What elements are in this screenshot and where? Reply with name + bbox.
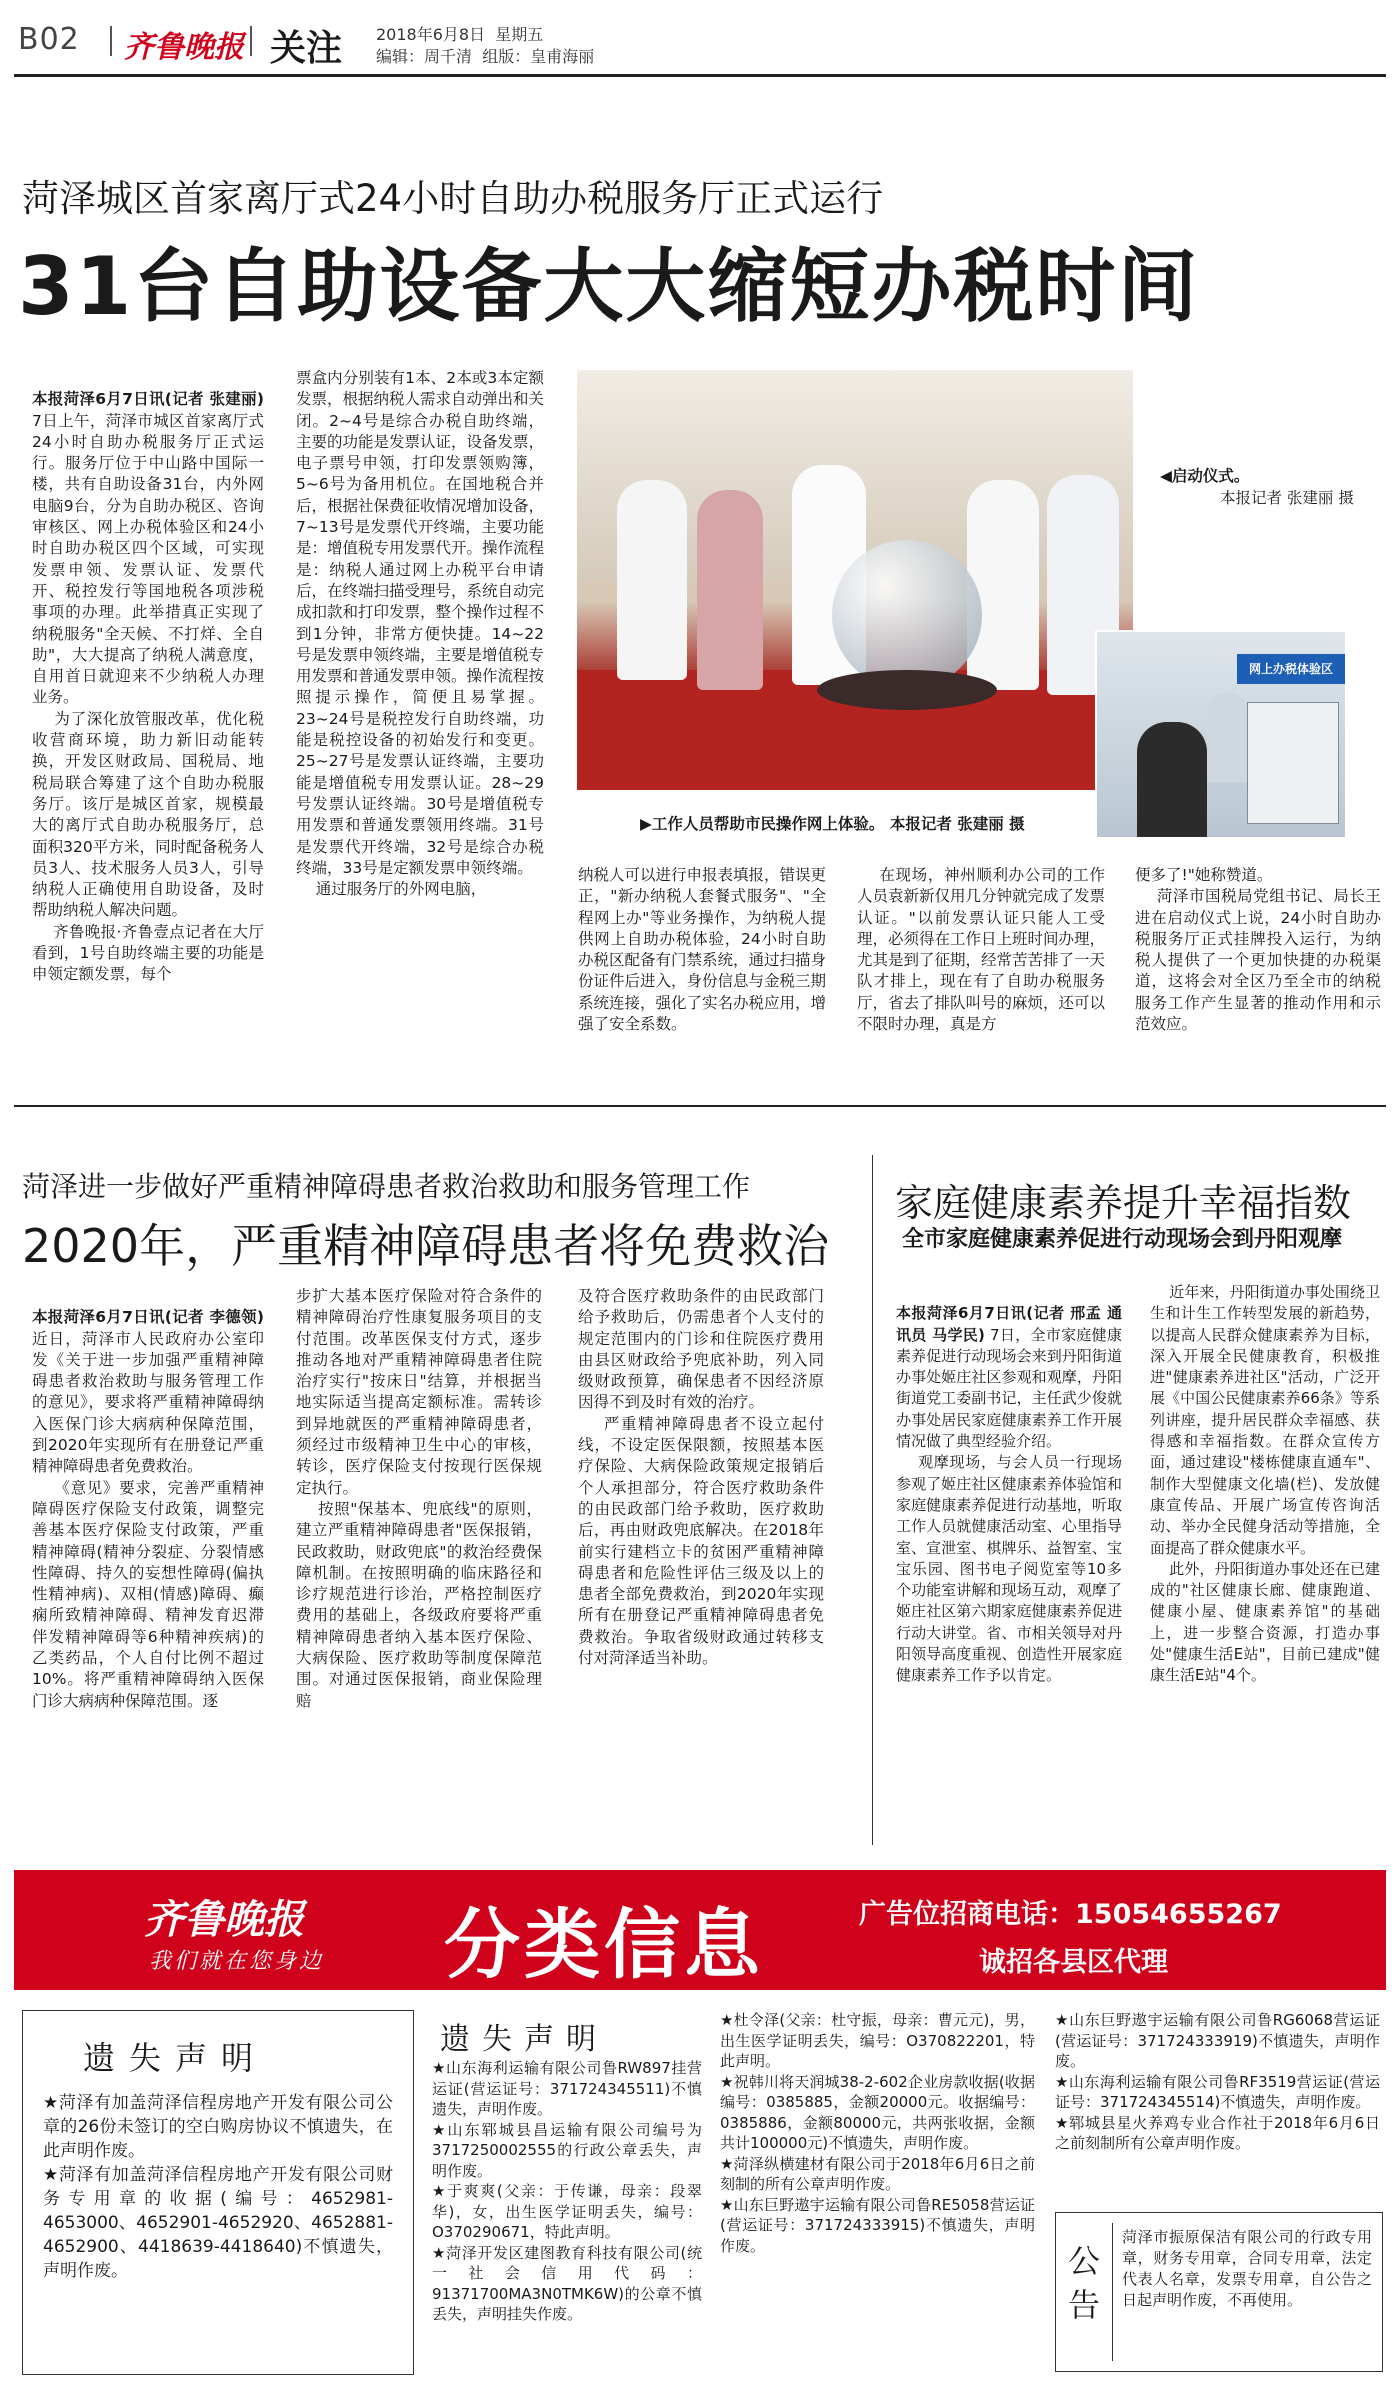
ceremony-caption	[1160, 465, 1380, 509]
article2-col1-text: 近日，菏泽市人民政府办公室印发《关于进一步加强严重精神障碍患者救治救助与服务管理工作的意见》，要求将严重精神障碍纳入医保门诊大病病种保障范围，到2020年实现所有在册登记严重精神障碍患者免费救治。 《意见》要求，完善严重精神障碍医疗保险支付政策，调整完善基本医疗保险支付政策，严重精神障碍(精神分裂症、分裂情感性障碍、持久的妄想性障碍(偏执性精神病)、双相(情感)障碍、癫痫所致精神障碍、精神发育迟滞伴发精神障碍等6种精神疾病)的乙类药品，个人自付比例不超过10%。将严重精神障碍纳入医保门诊大病病种保障范围。逐	[32, 1329, 264, 1710]
article3-subhead: 全市家庭健康素养促进行动现场会到丹阳观摩	[902, 1227, 1343, 1252]
caption-title: 启动仪式。	[1171, 467, 1250, 485]
classified-box-1	[22, 2010, 414, 2375]
masthead-date	[376, 22, 543, 45]
classified-box-3: ★杜令泽(父亲：杜守振，母亲：曹元元)，男，出生医学证明丢失，编号：O370822201，特此声明。 ★祝韩川将天润城38-2-602企业房款收据(收据编号：0385885，金额20000元。收据编号：0385886，金额80000元，共两张收据，金额共计100000元)不慎遗失，声明作废。 ★菏泽纵横建材有限公司于2018年6月6日之前刻制的所有公章声明作废。 ★山东巨野遨宇运输有限公司鲁RE5058营运证(营运证号：371724333915)不慎遗失，声明作废。	[720, 2011, 1035, 2255]
article3-col1-text: 7日，全市家庭健康素养促进行动现场会来到丹阳街道办事处姬庄社区参观和观摩，丹阳街道党工委副书记，主任武少俊就办事处居民家庭健康素养工作开展情况做了典型经验介绍。 观摩现场，与会人员一行现场参观了姬庄社区健康素养体验馆和家庭健康素养促进行动基地，听取工作人员就健康活动室、心里指导室、宣泄室、棋牌乐、益智室、宝宝乐园、图书电子阅览室等10多个功能室讲解和现场互动，观摩了姬庄社区第六期家庭健康素养促进行动大讲堂。省、市相关领导对丹阳领导高度重视、创造性开展家庭健康素养工作予以肯定。	[896, 1325, 1122, 1685]
banner-logo: 齐鲁晚报	[144, 1896, 304, 1943]
article1-col4-text: 在现场，神州顺利办公司的工作人员袁新新仅用几分钟就完成了发票认证。"以前发票认证只能人工受理，必须得在工作日上班时间办理，尤其是到了征期，经常苦苦排了一天队才排上，现在有了自助办税服务厅，省去了排队叫号的麻烦，还可以不限时办理，真是方	[857, 866, 1106, 1034]
designer-label: 组版：	[482, 47, 531, 66]
masthead-divider	[110, 26, 112, 56]
photo-person	[617, 480, 687, 680]
box1-title: 遗失声明	[83, 2039, 268, 2077]
caption-marker: ▶	[640, 815, 652, 833]
section-divider	[14, 1105, 1386, 1107]
masthead	[0, 0, 1395, 70]
article2-dateline: 本报菏泽6月7日讯(记者 李德领)	[32, 1308, 264, 1327]
article2-column-1	[32, 1286, 264, 1846]
article1-col5-text: 便多了!"她称赞道。 菏泽市国税局党组书记、局长王进在启动仪式上说，24小时自助办税服务厅正式挂牌投入运行，为纳税人提供了一个更加快捷的办税渠道，这将会对全区乃至全市的纳税服务工作产生显著的推动作用和示范效应。	[1135, 866, 1381, 1034]
weekday-text: 星期五	[495, 25, 544, 44]
article2-column-2	[296, 1286, 542, 1846]
article2-kicker: 菏泽进一步做好严重精神障碍患者救治救助和服务管理工作	[22, 1170, 751, 1203]
article2-column-3	[578, 1286, 824, 1846]
article3-col2-text: 近年来，丹阳街道办事处围绕卫生和计生工作转型发展的新趋势，以提高人民群众健康素养为目标，深入开展全民健康教育，积极推进"健康素养进社区"活动，广泛开展《中国公民健康素养66条》等系列讲座，提升居民群众幸福感、获得感和幸福指数。在群众宣传方面，通过建设"楼栋健康直通车"、制作大型健康文化墙(栏)、发放健康宣传品、开展广场宣传咨询活动、举办全民健身活动等措施，全面提高了群众健康水平。 此外，丹阳街道办事处还在已建成的"社区健康长廊、健康跑道、健康小屋、健康素养馆"的基础上，进一步整合资源，打造办事处"健康生活E站"，目前已建成"健康生活E站"4个。	[1150, 1283, 1380, 1685]
article3-dateline: 本报菏泽6月7日讯(记者 邢孟 通讯员 马学民)	[896, 1304, 1122, 1344]
caption-marker: ◀	[1160, 467, 1172, 485]
article1-column-3	[578, 865, 826, 1075]
article3-headline: 家庭健康素养提升幸福指数	[895, 1181, 1352, 1225]
article1-col1-text: 7日上午，菏泽市城区首家离厅式24小时自助办税服务厅正式运行。服务厅位于中山路中国际一楼，共有自助设备31台，内外网电脑9台，分为自助办税区、咨询审核区、网上办税体验区和24小时自助办税区四个区域，可实现发票申领、发票认证、发票代开、税控发行等国地税各项涉税事项的办理。此举措真正实现了纳税服务"全天候、不打烊、全自助"，大大提高了纳税人满意度，自用首日就迎来不少纳税人办理业务。 为了深化放管服改革，优化税收营商环境，助力新旧动能转换，开发区财政局、国税局、地税局联合筹建了这个自助办税服务厅。该厅是城区首家，规模最大的离厅式自助办税服务厅，总面积320平方米，同时配备税务人员3人、技术服务人员3人，引导纳税人正确使用自助设备，及时帮助纳税人解决问题。 齐鲁晚报·齐鲁壹点记者在大厅看到，1号自助终端主要的功能是申领定额发票，每个	[32, 411, 264, 984]
hall-person	[1137, 722, 1207, 837]
masthead-staff	[376, 44, 594, 67]
article1-column-1	[32, 368, 264, 1068]
article3-column-1	[896, 1282, 1122, 1852]
photo-crystal-ball	[832, 540, 982, 690]
masthead-divider-2	[250, 26, 252, 56]
photo-person	[697, 490, 763, 690]
hall-terminal	[1247, 702, 1339, 824]
ceremony-photo	[577, 370, 1133, 790]
caption-text: 工作人员帮助市民操作网上体验。 本报记者 张建丽 摄	[651, 815, 1025, 833]
notice-text: 菏泽市振原保洁有限公司的行政专用章，财务专用章，合同专用章，法定代表人名章，发票专用章，自公告之日起声明作废，不再使用。	[1122, 2228, 1372, 2309]
article1-column-2	[296, 368, 544, 1068]
editor-label: 编辑：	[376, 47, 425, 66]
banner-agent: 诚招各县区代理	[979, 1947, 1168, 1978]
classified-box-2	[432, 2010, 702, 2375]
hall-person	[1207, 692, 1247, 782]
notice-label: 公告	[1068, 2242, 1101, 2324]
article1-column-4	[857, 865, 1105, 1075]
masthead-rule	[14, 74, 1386, 77]
service-hall-photo	[1095, 630, 1347, 839]
box2-text: ★山东海利运输有限公司鲁RW897挂营运证(营运证号：371724345511)不慎遗失，声明作废。 ★山东郓城县昌运输有限公司编号为3717250002555的行政公章丢失，声明作废。 ★于爽爽(父亲：于传谦，母亲：段翠华)，女，出生医学证明丢失，编号：O370290671，特此声明。 ★菏泽开发区建图教育科技有限公司(统一社会信用代码：91371700MA3N0TMK6W)的公章不慎丢失，声明挂失作废。	[432, 2059, 702, 2323]
box1-text: ★菏泽有加盖菏泽信程房地产开发有限公司公章的26份未签订的空白购房协议不慎遗失，在此声明作废。 ★菏泽有加盖菏泽信程房地产开发有限公司财务专用章的收据(编号：4652981-4653000、4652901-4652920、4652881-4652900、4418639-4418640)不慎遗失，声明作废。	[43, 2093, 393, 2281]
column-divider	[872, 1155, 873, 1845]
hall-sign: 网上办税体验区	[1237, 654, 1345, 684]
phone-label: 广告位招商电话：	[859, 1899, 1075, 1930]
photo-person	[967, 480, 1039, 690]
hall-photo-caption	[640, 812, 1025, 834]
article1-col3-text: 纳税人可以进行申报表填报，错误更正，"新办纳税人套餐式服务"、"全程网上办"等业务操作，为纳税人提供网上自助办税体验，24小时自助办税区配备有门禁系统，通过扫描身份证件后进入，身份信息与金税三期系统连接，强化了实名办税应用，增强了安全系数。	[578, 866, 827, 1034]
article1-dateline: 本报菏泽6月7日讯(记者 张建丽)	[32, 390, 264, 409]
article1-column-5	[1135, 865, 1381, 1075]
notice-divider	[1112, 2223, 1113, 2361]
banner-phone	[859, 1892, 1282, 1931]
paper-logo: 齐鲁晚报	[124, 30, 244, 65]
designer-name: 皇甫海丽	[530, 47, 595, 66]
classified-box-4: ★山东巨野遨宇运输有限公司鲁RG6068营运证(营运证号：371724333919)不慎遗失，声明作废。 ★山东海利运输有限公司鲁RF3519营运证(营运证号：371724345514)不慎遗失，声明作废。 ★郓城县星火养鸡专业合作社于2018年6月6日之前刻制所有公章声明作废。	[1055, 2011, 1380, 2152]
editor-name: 周千清	[424, 47, 473, 66]
photo-ball-base	[817, 670, 997, 710]
article2-col2-text: 步扩大基本医疗保险对符合条件的精神障碍治疗性康复服务项目的支付范围。改革医保支付方式，逐步推动各地对严重精神障碍患者住院治疗实行"按床日"结算，并根据当地实际适当提高定额标准。需转诊到异地就医的严重精神障碍患者，须经过市级精神卫生中心的审核，转诊，医疗保险支付按现行医保规定执行。 按照"保基本、兜底线"的原则，建立严重精神障碍患者"医保报销，民政救助，财政兜底"的救治经费保障机制。在按照明确的临床路径和诊疗规范进行诊治，严格控制医疗费用的基础上，各级政府要将严重精神障碍患者纳入基本医疗保险、大病保险、医疗救助等制度保障范围。对通过医保报销，商业保险理赔	[296, 1287, 542, 1710]
classified-banner	[14, 1870, 1386, 1990]
caption-credit: 本报记者 张建丽 摄	[1220, 489, 1354, 507]
banner-title: 分类信息	[444, 1900, 764, 1989]
banner-slogan: 我们就在您身边	[149, 1949, 325, 1974]
page-number: B02	[18, 22, 80, 57]
article3-column-2	[1150, 1282, 1380, 1852]
article2-col3-text: 及符合医疗救助条件的由民政部门给予救助后，仍需患者个人支付的规定范围内的门诊和住院医疗费用由县区财政给予兜底补助，列入同级财政预算，确保患者不因经济原因得不到及时有效的治疗。 严重精神障碍患者不设立起付线，不设定医保限额，按照基本医疗保险、大病保险政策规定报销后个人承担部分，符合医疗救助条件的由民政部门给予救助，医疗救助后，再由财政兜底解决。在2018年前实行建档立卡的贫困严重精神障碍患者和危险性评估三级及以上的患者全部免费救治，到2020年实现所有在册登记严重精神障碍患者免费救治。争取省级财政通过转移支付对菏泽适当补助。	[578, 1287, 824, 1668]
article1-kicker: 菏泽城区首家离厅式24小时自助办税服务厅正式运行	[22, 177, 884, 220]
phone-number: 15054655267	[1075, 1899, 1282, 1930]
box2-title: 遗失声明	[440, 2022, 608, 2057]
date-text: 2018年6月8日	[376, 25, 486, 44]
section-name: 关注	[270, 28, 343, 69]
article2-headline: 2020年，严重精神障碍患者将免费救治	[22, 1219, 830, 1273]
article1-col2-text: 票盒内分别装有1本、2本或3本定额发票，根据纳税人需求自动弹出和关闭。2~4号是综合办税自助终端，主要的功能是发票认证，设备发票，电子票号申领，打印发票领购簿，5~6号为备用机位。在国地税合并后，根据社保费征收情况增加设备，7~13号是发票代开终端，主要功能是：增值税专用发票代开。操作流程是：纳税人通过网上办税平台申请后，在终端扫描受理号，系统自动完成扣款和打印发票，整个操作过程不到1分钟，非常方便快捷。14~22号是发票申领终端，主要是增值税专用发票和普通发票申领。操作流程按照提示操作，简便且易掌握。23~24号是税控发行自助终端，功能是税控设备的初始发行和变更。25~27号是发票认证终端，主要功能是增值税专用发票认证。28~29号发票认证终端。30号是增值税专用发票和普通发票领用终端。31号是发票代开终端，32号是综合办税终端，33号是定额发票申领终端。 通过服务厅的外网电脑，	[296, 369, 545, 899]
article1-headline: 31台自助设备大大缩短办税时间	[18, 240, 1200, 333]
notice-box	[1055, 2212, 1383, 2372]
